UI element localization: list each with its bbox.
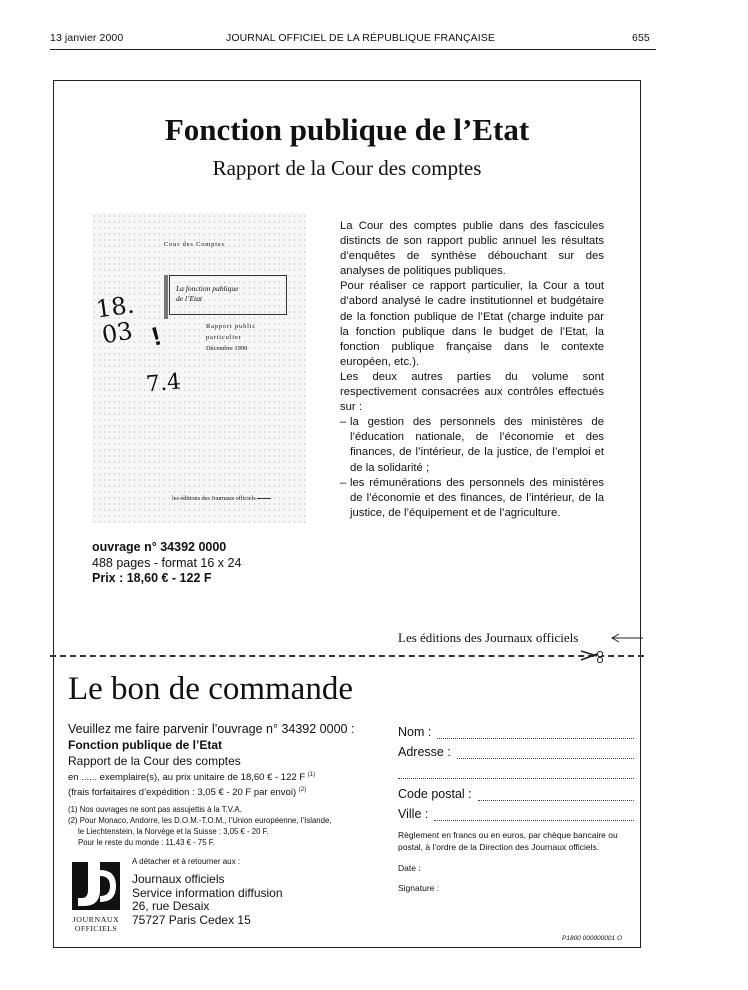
quantity-text: en ...... exemplaire(s), au prix unitaire de 18,60 € - 122 F: [68, 772, 306, 784]
list-item-text: la gestion des personnels des ministères de l’éducation nationale, de l’économie et des finances, de l’intérieur, de la justice, de l’emploi et de la solidarité ;: [350, 416, 604, 474]
left-arrow-icon: [610, 632, 644, 644]
code-postal-field[interactable]: [398, 779, 634, 801]
footnote-2a: (2) Pour Monaco, Andorre, les D.O.M.-T.O.M., l’Union européenne, l’Islande,: [68, 816, 332, 826]
adresse-field[interactable]: [398, 739, 634, 759]
handwriting-1: 18.: [94, 290, 136, 324]
signature-label[interactable]: Signature :: [398, 883, 440, 893]
shipping-text: (frais forfaitaires d’expédition : 3,05 € - 20 F par envoi): [68, 787, 297, 799]
order-details: [68, 721, 368, 848]
handwriting-mark: !: [148, 320, 165, 352]
adresse-line-2[interactable]: [398, 759, 634, 779]
list-item: [340, 476, 604, 521]
order-form-title: Le bon de commande: [68, 671, 353, 707]
adresse-input-2[interactable]: [398, 770, 634, 779]
date-label[interactable]: Date :: [398, 863, 421, 873]
footnote-2b: le Liechtenstein, la Norvège et la Suisse : 3,05 € - 20 F.: [78, 827, 269, 837]
handwriting-2: 03: [99, 316, 135, 350]
address-line: 26, rue Desaix: [132, 899, 210, 913]
footnote-2c: Pour le reste du monde : 11,43 € - 75 F.: [78, 838, 215, 848]
pages-format: 488 pages - format 16 x 24: [92, 555, 242, 570]
desc-paragraph-3: Les deux autres parties du volume sont respectivement consacrées aux contrôles effectués sur :: [340, 370, 604, 414]
handwriting-3: 7.4: [144, 369, 183, 398]
ville-label: Ville :: [398, 807, 429, 821]
adresse-input[interactable]: [457, 750, 634, 759]
list-dash: –: [340, 476, 347, 489]
return-label: A détacher et à retourner aux :: [132, 857, 241, 866]
cover-footer-text: les éditions des Journaux officiels: [172, 495, 256, 502]
nom-field[interactable]: [398, 721, 634, 739]
book-reference: [92, 540, 241, 587]
footnote-1: (1) Nos ouvrages ne sont pas assujettis à la T.V.A.: [68, 805, 242, 815]
cover-footer-arrow: [257, 498, 271, 499]
header-date: 13 janvier 2000: [50, 32, 124, 44]
cover-line3: Rapport public: [206, 323, 257, 330]
cover-title-line1: La fonction publique: [176, 284, 239, 293]
adresse-label: Adresse :: [398, 745, 451, 759]
code-postal-input[interactable]: [478, 792, 634, 801]
journaux-officiels-logo: [70, 860, 122, 933]
ad-description: [340, 219, 604, 521]
order-request: Veuillez me faire parvenir l’ouvrage n° 34392 0000 :: [68, 722, 355, 736]
logo-text-1: JOURNAUX: [72, 915, 120, 924]
cover-line4: particulier: [206, 334, 242, 341]
reference-number: ouvrage n° 34392 0000: [92, 540, 227, 554]
logo-text-2: OFFICIELS: [74, 924, 118, 933]
form-code: P1800 000000001 O: [562, 935, 622, 942]
cover-title-line2: de l’Etat: [176, 294, 203, 303]
cut-line: [50, 655, 644, 657]
payment-instructions: Règlement en francs ou en euros, par chèque bancaire ou postal, à l’ordre de la Direction des Journaux officiels.: [398, 830, 618, 852]
ville-field[interactable]: [398, 801, 634, 821]
desc-paragraph-1: La Cour des comptes publie dans des fascicules distincts de son rapport public annuel les résultats d’enquêtes de synthèse débouchant sur des analyses de politiques publiques.: [340, 220, 604, 278]
editions-signature: [398, 630, 578, 646]
address-line: Service information diffusion: [132, 885, 283, 900]
ad-title: Fonction publique de l’Etat: [164, 112, 530, 147]
cover-title-box: [169, 275, 287, 315]
customer-fields: [398, 721, 634, 893]
editions-text: Les éditions des Journaux officiels: [398, 630, 579, 645]
address-line: 75727 Paris Cedex 15: [132, 912, 251, 927]
order-quantity-line: [68, 769, 368, 784]
desc-paragraph-2: Pour réaliser ce rapport particulier, la Cour a tout d’abord analysé le cadre institutionnel et budgétaire de la fonction publique de l’Etat (charge induite par la fonction publique dans le budget de l’Etat, la fonction publique française dans le contexte européen, etc.).: [340, 280, 604, 368]
nom-input[interactable]: [437, 730, 634, 739]
cover-spine-mark: [164, 275, 168, 319]
header-journal-title: JOURNAL OFFICIEL DE LA RÉPUBLIQUE FRANÇAISE: [226, 32, 495, 44]
nom-label: Nom :: [398, 725, 432, 739]
shipping-note-ref: (2): [298, 787, 307, 794]
address-line: Journaux officiels: [132, 872, 225, 886]
price: Prix : 18,60 € - 122 F: [92, 571, 212, 585]
cover-publisher: Cour des Comptes: [164, 241, 225, 248]
jo-logo-icon: [70, 860, 122, 910]
list-item-text: les rémunérations des personnels des ministères de l’économie et des finances, de l’intérieur, de la justice, de l’équipement et de l’agriculture.: [350, 476, 604, 519]
header-rule: [50, 49, 656, 50]
cover-footer: [172, 495, 271, 502]
order-book-subtitle: Rapport de la Cour des comptes: [68, 754, 241, 768]
book-cover-image: [92, 213, 306, 523]
quantity-note-ref: (1): [307, 772, 316, 778]
cover-line5: Décembre 1999: [206, 345, 248, 352]
scissors-icon: [580, 646, 606, 664]
return-address: [132, 873, 283, 927]
code-postal-label: Code postal :: [398, 787, 472, 801]
ville-input[interactable]: [434, 812, 634, 821]
list-dash: –: [340, 416, 347, 429]
order-shipping-line: [68, 784, 368, 799]
order-book-title: Fonction publique de l’Etat: [68, 738, 222, 752]
list-item: [340, 415, 604, 475]
header-page-number: 655: [632, 32, 650, 44]
ad-subtitle: Rapport de la Cour des comptes: [212, 156, 482, 180]
